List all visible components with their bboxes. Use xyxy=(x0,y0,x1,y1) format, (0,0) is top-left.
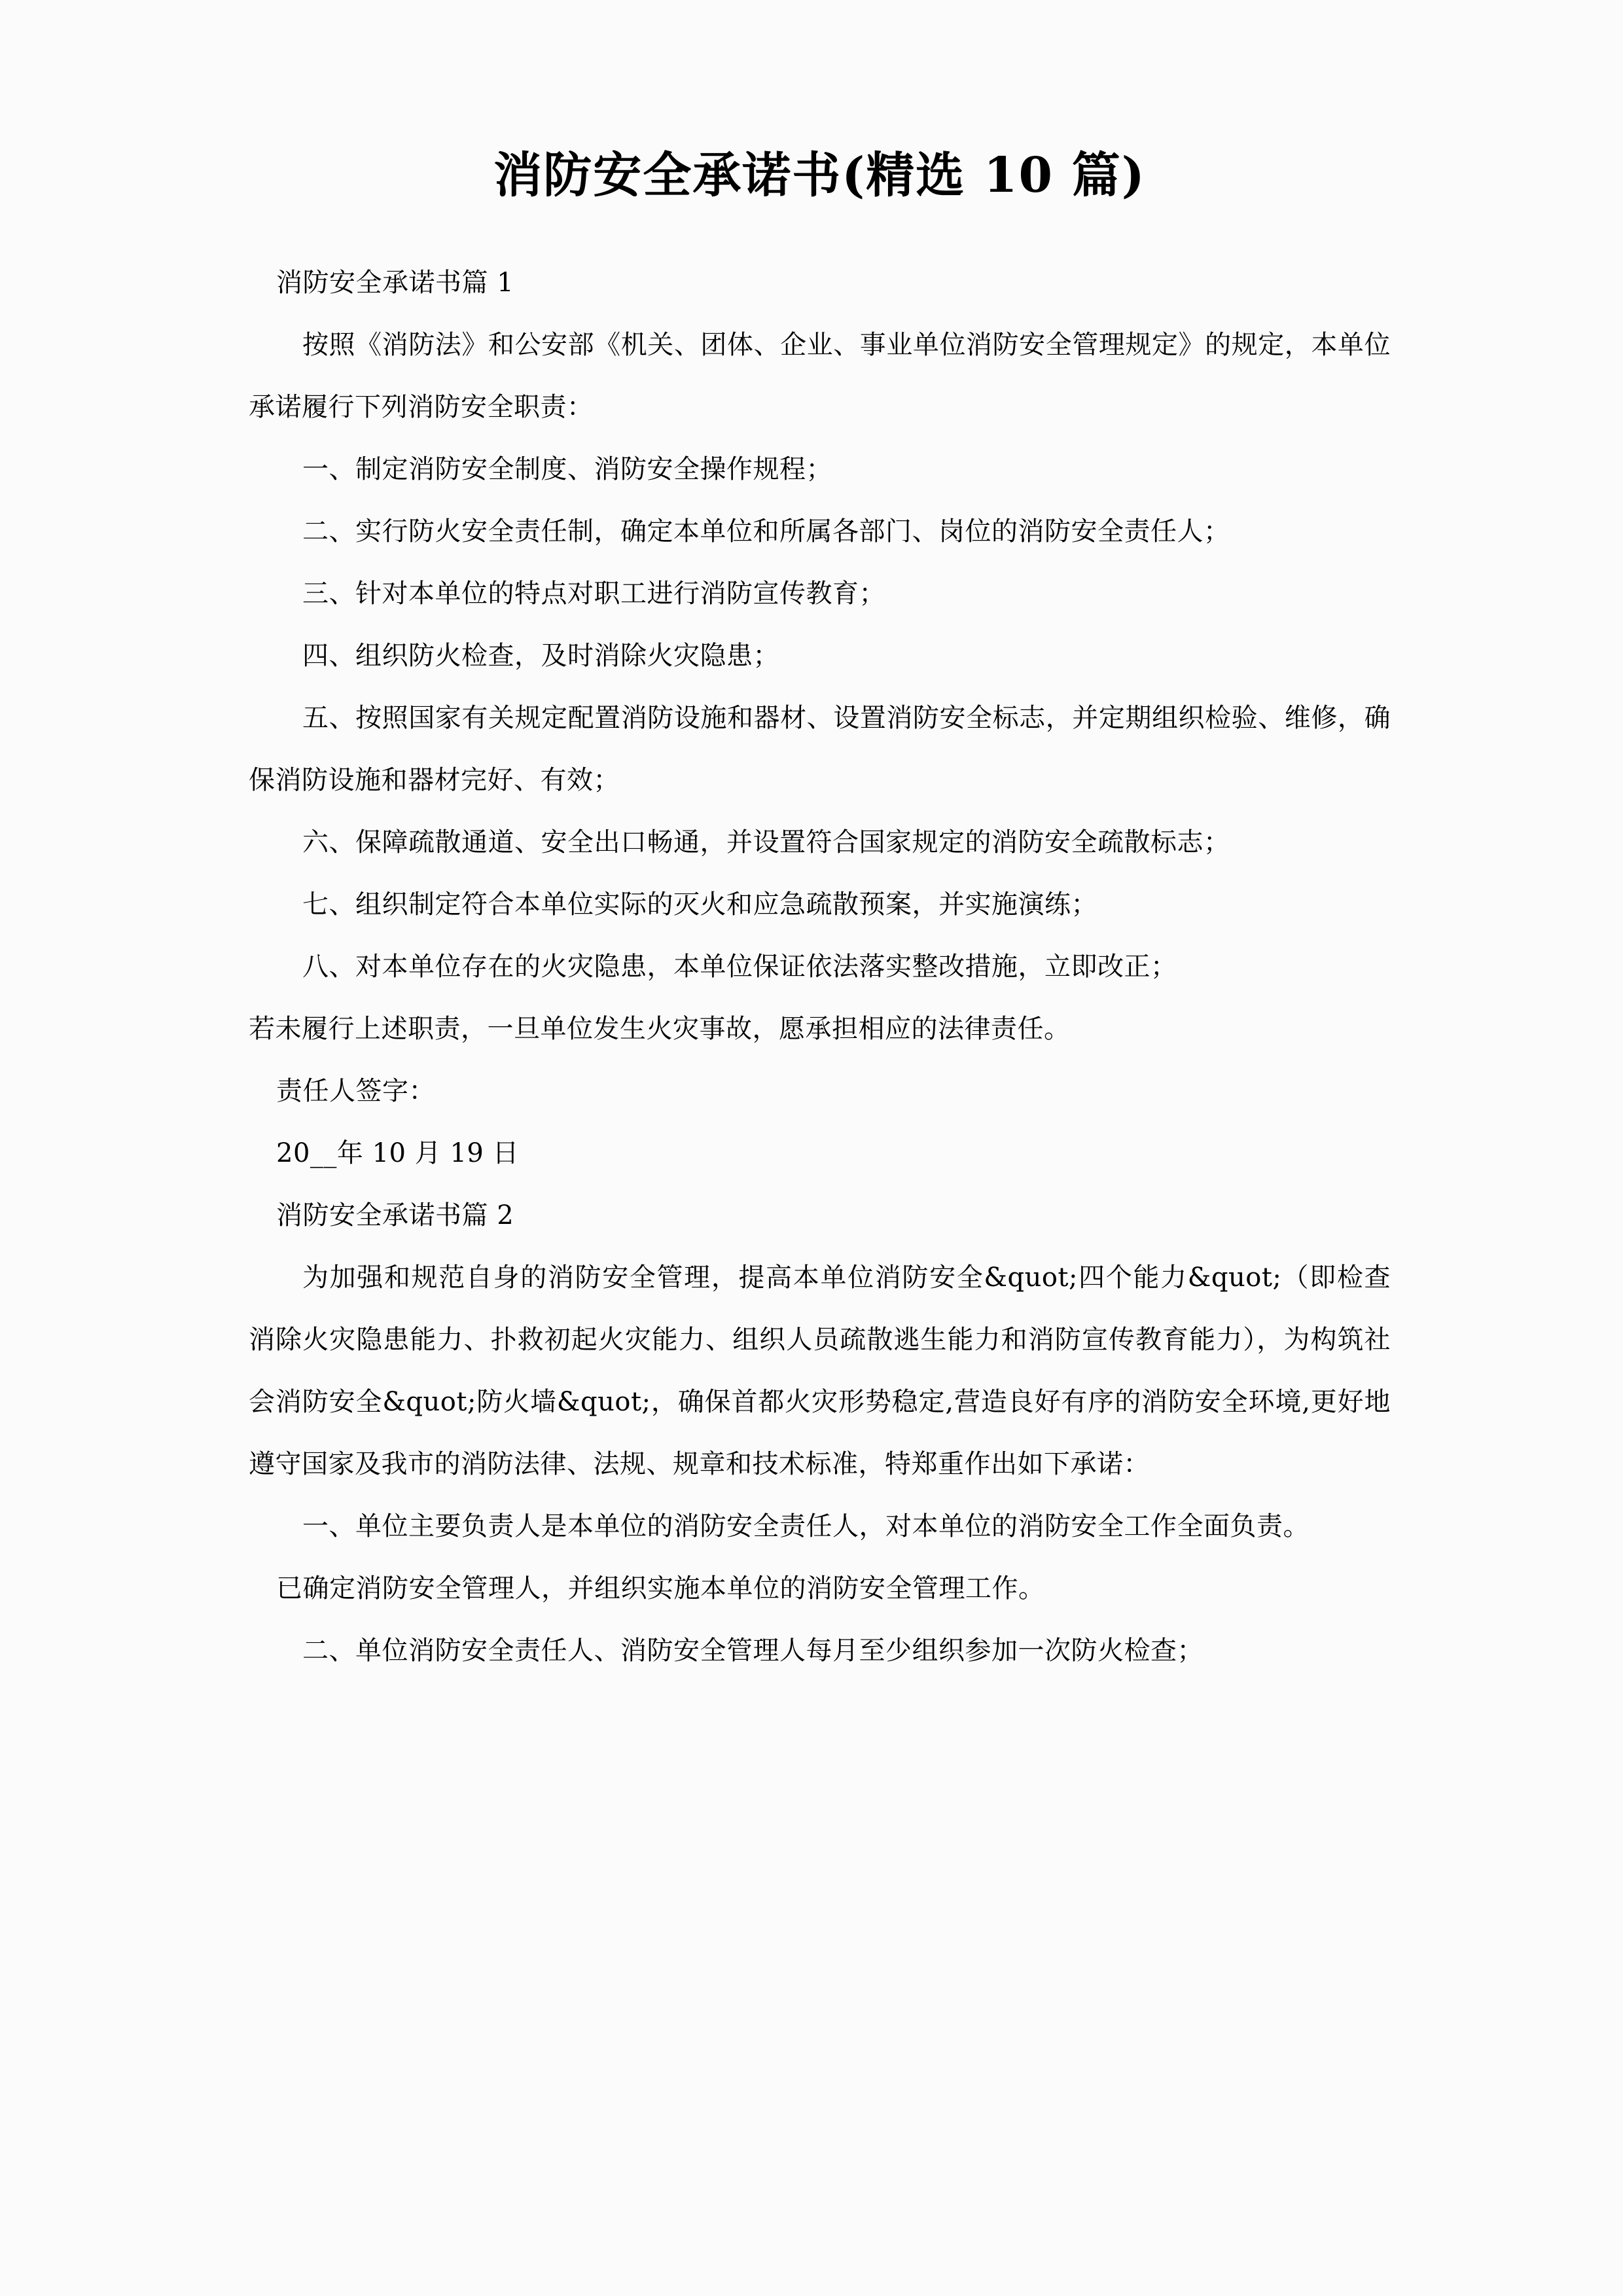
duty-item-4: 四、组织防火检查，及时消除火灾隐患； xyxy=(302,640,779,671)
document-content xyxy=(249,0,1391,1682)
paragraph-closing-1: 若未履行上述职责，一旦单位发生火灾事故，愿承担相应的法律责任。 xyxy=(249,1013,1071,1044)
duty-item-1: 一、制定消防安全制度、消防安全操作规程； xyxy=(302,454,832,484)
duty-item-3: 三、针对本单位的特点对职工进行消防宣传教育； xyxy=(302,578,885,609)
date-line: 20__年 10 月 19 日 xyxy=(276,1138,520,1168)
duty-item-5: 五、按照国家有关规定配置消防设施和器材、设置消防安全标志，并定期组织检验、维修，确保消防设施和器材完好、有效； xyxy=(249,702,1391,795)
paragraph-intro-1: 按照《消防法》和公安部《机关、团体、企业、事业单位消防安全管理规定》的规定，本单位承诺履行下列消防安全职责： xyxy=(249,329,1391,422)
paragraph-intro-2: 为加强和规范自身的消防安全管理，提高本单位消防安全&quot;四个能力&quot;（即检查消除火灾隐患能力、扑救初起火灾能力、组织人员疏散逃生能力和消防宣传教育能力），为构筑社会消防安全&quot;防火墙&quot;，确保首都火灾形势稳定,营造良好有序的消防安全环境,更好地遵守国家及我市的消防法律、法规、规章和技术标准，特郑重作出如下承诺： xyxy=(249,1262,1391,1479)
duty-item-2: 二、实行防火安全责任制，确定本单位和所属各部门、岗位的消防安全责任人； xyxy=(302,516,1230,547)
section-heading-2: 消防安全承诺书篇 2 xyxy=(276,1200,514,1230)
page-title: 消防安全承诺书(精选 10 篇) xyxy=(493,147,1146,204)
commitment-item-2: 二、单位消防安全责任人、消防安全管理人每月至少组织参加一次防火检查； xyxy=(302,1635,1204,1666)
section-heading-1: 消防安全承诺书篇 1 xyxy=(276,267,514,298)
commitment-item-1b: 已确定消防安全管理人，并组织实施本单位的消防安全管理工作。 xyxy=(276,1573,1045,1604)
duty-item-8: 八、对本单位存在的火灾隐患，本单位保证依法落实整改措施，立即改正； xyxy=(302,951,1177,982)
duty-item-7: 七、组织制定符合本单位实际的灭火和应急疏散预案，并实施演练； xyxy=(302,889,1097,920)
duty-item-6: 六、保障疏散通道、安全出口畅通，并设置符合国家规定的消防安全疏散标志； xyxy=(302,827,1230,857)
commitment-item-1: 一、单位主要负责人是本单位的消防安全责任人，对本单位的消防安全工作全面负责。 xyxy=(302,1511,1310,1541)
signature-line: 责任人签字： xyxy=(276,1075,435,1106)
document-body xyxy=(249,252,1391,1682)
